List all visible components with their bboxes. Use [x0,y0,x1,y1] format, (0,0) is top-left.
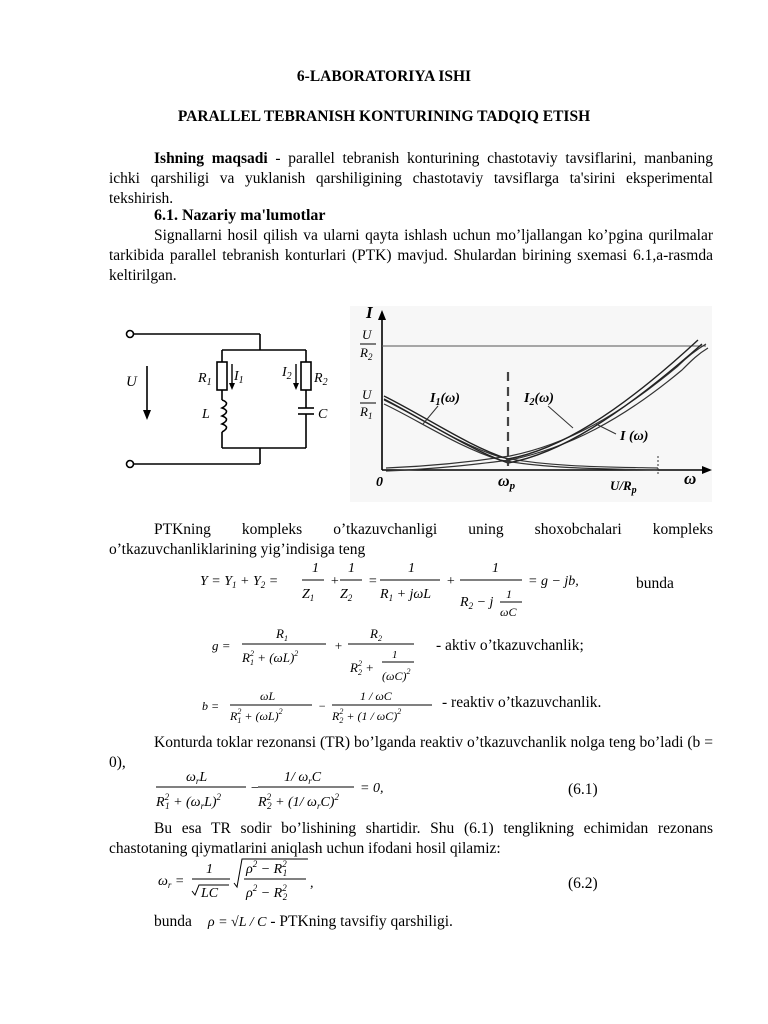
u-r1-numerator: U [362,387,372,402]
curve-i1-label: $I_1(\omega)$ [430,391,460,408]
paragraph-solution: Bu esa TR sodir bo’lishining shartidir. Shu (6.1) tenglikning echimidan rezonans chastotaning qiymatlarini aniqlash uchun ifodani hosil qilamiz: [109,820,713,857]
paragraph-resonance: Konturda toklar rezonansi (TR) bo’lganda reaktiv o’tkazuvchanlik nolga teng bo’ladi (b = 0), [109,734,713,771]
svg-text:g =: g = [212,638,231,653]
aim-label: Ishning maqsadi [154,150,268,167]
svg-text:ωC: ωC [500,605,517,619]
y-axis-label: I [366,303,373,322]
svg-text:Z1: $Z_1$ [302,587,315,603]
svg-text:R21 + (ωrL)2: $R^2$ $1 + (\omega_rL)^2$ [156,792,222,811]
u-r2-numerator: U [362,327,372,342]
svg-text:Y = Y1 + Y2 =: $Y = Y_1 + Y_2$ = [200,574,279,590]
final-line [154,913,453,931]
lab-subtitle: PARALLEL TEBRANISH KONTURINING TADQIQ ETISH [177,108,591,125]
right-tick-label: $U/R_p$ [610,478,637,496]
svg-text:Z2: $Z_2$ [340,587,353,603]
svg-text:(ωC)2: $(\omega C)^2$ [382,667,411,683]
intro-paragraph: Signallarni hosil qilish va ularni qayta ishlash uchun mo’ljallangan ko’pgina qurilmalar tarkibida parallel tebranish konturlari (PTK) mavjud. Shulardan birining sxemasi 6.1,a-rasmda keltirilgan. [109,227,713,284]
eq-g-note: - aktiv o’tkazuvchanlik; [436,637,584,654]
lab-title: 6-LABORATORIYA ISHI [296,68,472,85]
paragraph-conductance: PTKning kompleks o’tkazuvchanligi uning shoxobchalari kompleks o’tkazuvchanliklarining yig’indisiga teng [109,521,713,558]
svg-text:= g − jb,: = g − jb, [528,574,579,589]
svg-text:1/ ωrC: 1/ $\omega_rC$ [284,770,322,786]
svg-text:ωr =: $\omega_r$ = [158,874,185,890]
aim-paragraph [109,149,713,209]
svg-text:R21 + (ωL)2: $R^2$ $1 + (\omega L)^2$ [242,649,299,667]
svg-text:R2 − j: $R_2 - j$ [460,595,494,611]
i2-label: $I_2$ [282,365,292,382]
i2-arrow-icon [293,383,299,390]
svg-text:b =: b = [202,699,220,713]
eq-y-note: bunda [636,575,674,592]
equation-g [210,626,430,696]
final-tail: - PTKning tavsifiy qarshiligi. [266,913,453,930]
equation-y [196,558,579,634]
equation-b [200,688,440,728]
final-lead: bunda [154,913,192,930]
curve-i2-label: $I_2(\omega)$ [524,391,554,408]
r1-label: $R_1$ [198,371,212,388]
i1-arrow-icon [229,383,235,390]
svg-text:+: + [330,574,340,589]
svg-text:R21 + (ωL)2: $R^2$ $1 + (\omega L)^2$ [230,707,283,725]
u-r2-denominator: $R_2$ [360,345,373,362]
equation-6-2 [154,857,344,907]
svg-text:−: − [250,781,260,796]
svg-text:1: 1 [492,561,499,576]
source-label: U [126,374,137,390]
x-axis-label: ω [684,469,697,488]
svg-text:R2: $R_2$ [370,626,382,643]
svg-text:1: 1 [348,561,355,576]
r2-label: $R_2$ [314,371,328,388]
eq-b-note: - reaktiv o’tkazuvchanlik. [442,694,602,711]
capacitor-label: C [318,407,328,422]
svg-text:ωL: ωL [260,689,276,703]
svg-text:−: − [318,699,327,713]
svg-text:LC: LC [201,886,219,901]
circuit-and-graph [118,303,712,502]
svg-text:= 0,: = 0, [360,781,384,796]
svg-text:+: + [334,638,343,653]
aim-text: - parallel tebranish konturining chastotaviy tavsiflarini, manbaning ichki qarshiligi va yuklanish qarshiligining chastotaviy tavsiflarga ta'sirini eksperimental tekshirish. [109,150,713,207]
svg-text:R22 + (1 / ωC)2: $R^2$ 2 + (1 / ωC)$^2$ [332,707,402,725]
inductor-label: L [202,407,210,422]
resonance-label: ωp [498,473,516,492]
figure-6-1 [118,303,712,502]
rho-formula: ρ = √L / C [207,915,267,930]
circuit-diagram [127,331,315,468]
svg-text:R1 + jωL: $R_1 + j\omega L$ [380,587,432,603]
curve-i-total-label: I (ω) [620,429,649,444]
svg-text:1: 1 [206,862,213,877]
equation-6-1 [152,766,402,816]
svg-text:1: 1 [392,649,398,661]
svg-text:1: 1 [408,561,415,576]
resonance-point [506,459,511,464]
svg-text:ρ2 − R22: $\rho^2 - R^2$ 2 [246,883,288,902]
eq-6-2-number: (6.2) [568,875,598,892]
svg-text:1: 1 [312,561,319,576]
svg-text:R22 +: $R^2$ 2 + [350,659,374,677]
svg-text:1 / ωC: 1 / ωC [360,689,392,703]
svg-text:+: + [446,574,456,589]
svg-text:ωrL: $\omega_rL$ [186,770,208,786]
svg-text:ρ2 − R21: $\rho^2 - R^2$ 1 [246,859,288,878]
svg-text:,: , [310,876,314,891]
source-arrow-icon [143,410,151,420]
origin-label: 0 [376,475,383,490]
i1-label: $I_1$ [234,369,244,386]
u-r1-denominator: $R_1$ [360,404,373,421]
svg-text:=: = [368,574,378,589]
eq-6-1-number: (6.1) [568,781,598,798]
svg-text:R22 + (1/ ωrC)2: $R^2$ 2 + (1/ $\omega_rC)^2$ [258,792,339,811]
svg-text:1: 1 [506,587,512,601]
section-heading: 6.1. Nazariy ma'lumotlar [154,207,326,224]
svg-text:R1: $R_1$ [276,626,288,643]
